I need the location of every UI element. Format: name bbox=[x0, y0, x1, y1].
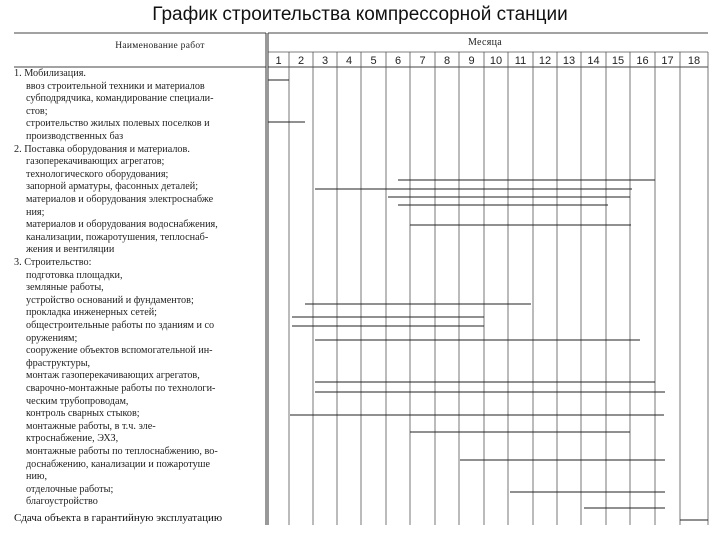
month-number: 8 bbox=[443, 55, 451, 67]
work-row: запорной арматуры, фасонных деталей; bbox=[26, 181, 199, 193]
month-number: 16 bbox=[636, 55, 649, 67]
work-row: стов; bbox=[26, 105, 48, 117]
work-row: ческим трубопроводам, bbox=[26, 395, 129, 407]
work-row: отделочные работы; bbox=[26, 483, 114, 495]
work-row: благоустройство bbox=[26, 496, 98, 508]
month-number: 9 bbox=[468, 55, 475, 67]
month-number: 5 bbox=[370, 55, 377, 67]
month-number: 11 bbox=[514, 55, 527, 67]
work-row: газоперекачивающих агрегатов; bbox=[26, 156, 165, 168]
work-row: 1. Мобилизация. bbox=[14, 68, 86, 79]
schedule-bars bbox=[268, 80, 708, 520]
header-months: Месяца bbox=[467, 37, 503, 48]
work-row: строительство жилых полевых поселков и bbox=[26, 118, 210, 130]
work-row: материалов и оборудования водоснабжения, bbox=[26, 219, 218, 231]
work-row: устройство оснований и фундаментов; bbox=[26, 294, 194, 306]
month-number: 17 bbox=[661, 55, 674, 67]
month-number: 2 bbox=[297, 55, 305, 67]
month-column-lines bbox=[289, 52, 708, 525]
handover-row: Сдача объекта в гарантийную эксплуатацию bbox=[14, 512, 223, 524]
month-number: 4 bbox=[345, 55, 353, 67]
work-row: оружениям; bbox=[26, 332, 78, 344]
work-row: подготовка площадки, bbox=[26, 269, 123, 281]
work-row: жения и вентиляции bbox=[26, 244, 115, 256]
work-row: сварочно-монтажные работы по технологи- bbox=[26, 383, 216, 394]
month-number: 6 bbox=[394, 55, 402, 67]
work-row: монтажные работы по теплоснабжению, во- bbox=[26, 446, 218, 457]
work-row: технологического оборудования; bbox=[26, 168, 169, 180]
work-row: ввоз строительной техники и материалов bbox=[26, 80, 205, 92]
work-row: производственных баз bbox=[26, 131, 124, 142]
month-number: 10 bbox=[489, 55, 503, 67]
header-names: Наименование работ bbox=[115, 41, 205, 51]
work-row: 2. Поставка оборудования и материалов. bbox=[14, 143, 190, 155]
work-row: контроль сварных стыков; bbox=[26, 408, 140, 420]
work-row: ктроснабжение, ЭХЗ, bbox=[26, 433, 119, 445]
work-row: земляные работы, bbox=[26, 282, 104, 294]
work-row: доснабжению, канализации и пожаротуше bbox=[26, 458, 211, 470]
work-row: 3. Строительство: bbox=[14, 257, 92, 268]
work-row: монтажные работы, в т.ч. эле- bbox=[26, 420, 156, 432]
month-number: 12 bbox=[538, 55, 552, 67]
work-row: материалов и оборудования электроснабже bbox=[26, 194, 214, 205]
work-row: прокладка инженерных сетей; bbox=[26, 307, 157, 319]
month-number: 7 bbox=[419, 55, 426, 67]
work-row: общестроительные работы по зданиям и со bbox=[26, 320, 215, 331]
month-number: 15 bbox=[611, 55, 625, 67]
month-number: 14 bbox=[587, 55, 600, 67]
work-row: фраструктуры, bbox=[26, 357, 91, 369]
work-row: нию, bbox=[26, 471, 48, 483]
month-number: 3 bbox=[321, 55, 329, 67]
work-row: монтаж газоперекачивающих агрегатов, bbox=[26, 370, 200, 382]
month-number: 18 bbox=[687, 55, 701, 67]
work-row: субподрядчика, командирование специали- bbox=[26, 93, 214, 105]
work-row: ния; bbox=[26, 206, 45, 218]
work-row: канализации, пожаротушения, теплоснаб- bbox=[26, 231, 209, 243]
month-number: 1 bbox=[275, 55, 282, 67]
page-title: График строительства компрессорной станции bbox=[152, 4, 568, 25]
work-row: сооружение объектов вспомогательной ин- bbox=[26, 345, 213, 357]
month-number: 13 bbox=[562, 55, 576, 67]
